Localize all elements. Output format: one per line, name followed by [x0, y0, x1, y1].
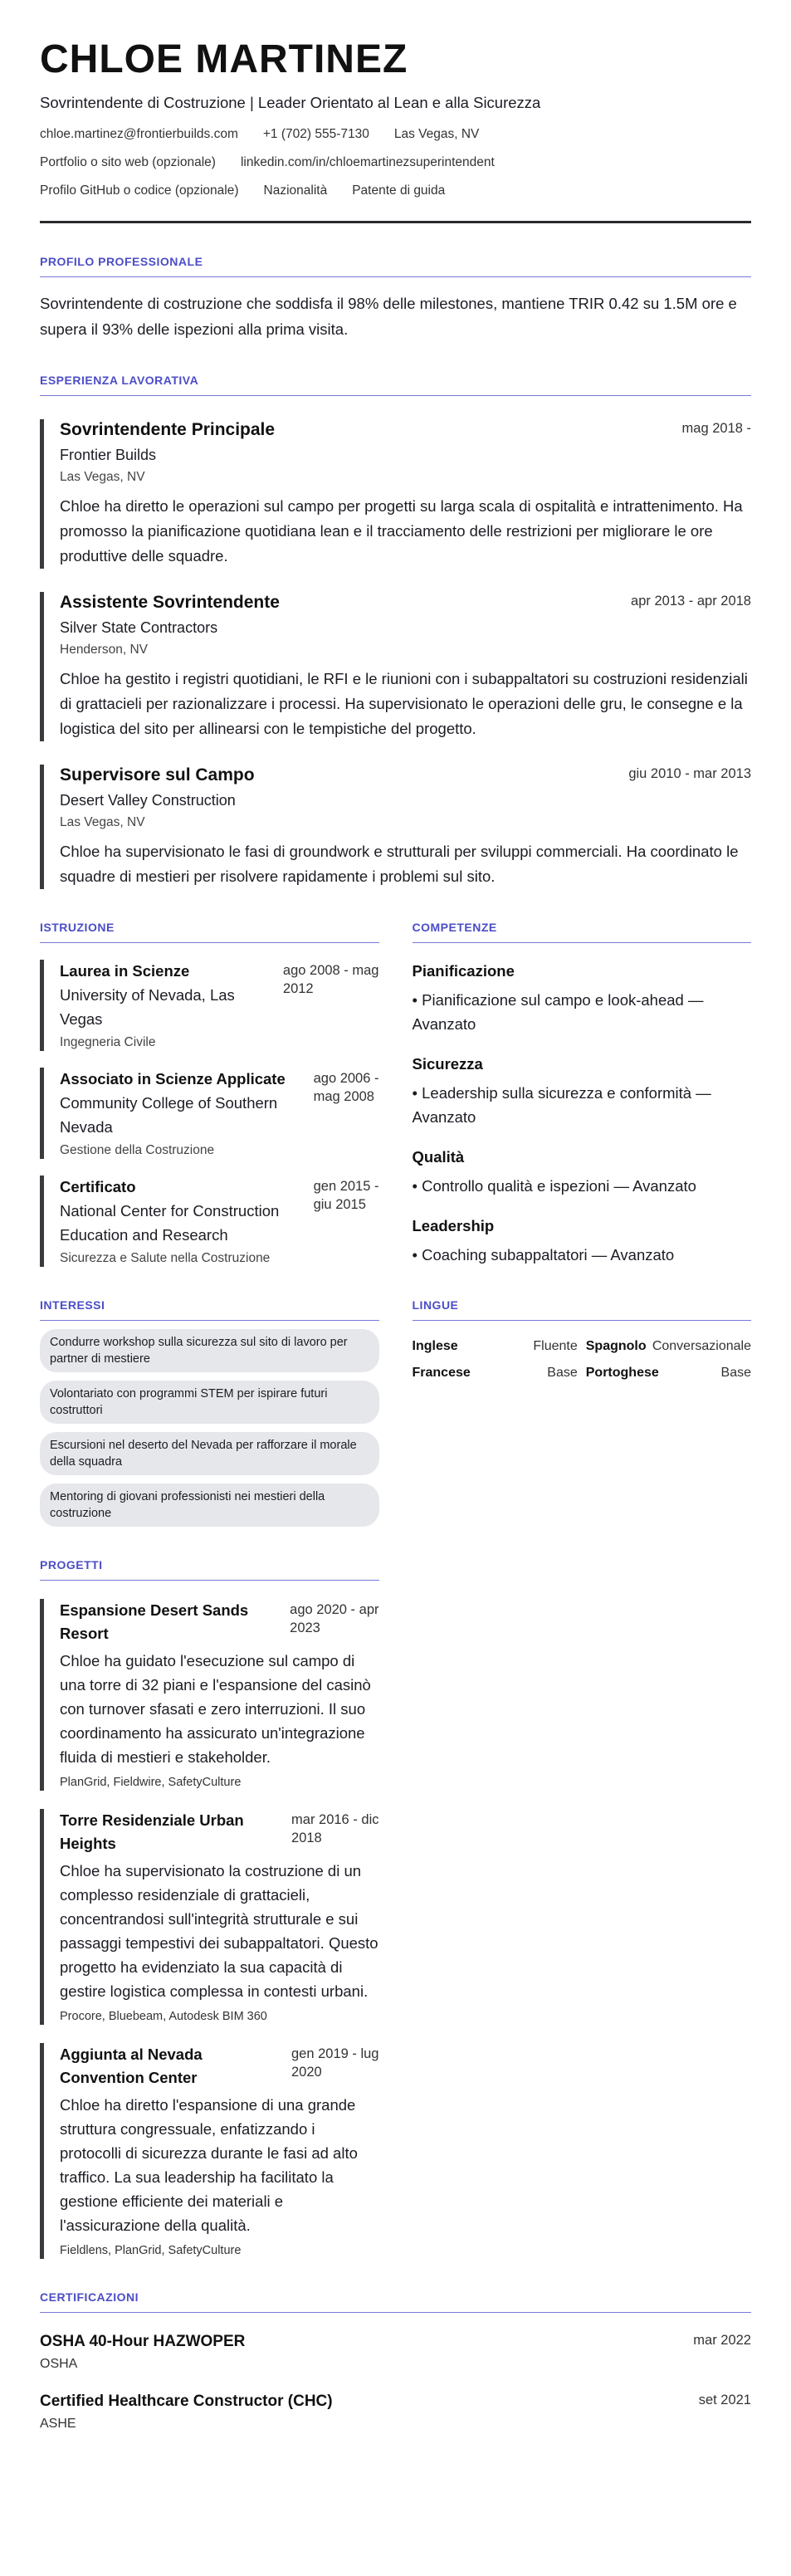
section-title: CERTIFICAZIONI [40, 2290, 751, 2313]
job-date: apr 2013 - apr 2018 [631, 594, 751, 609]
contact-email[interactable]: chloe.martinez@frontierbuilds.com [40, 127, 238, 141]
education-entry [40, 1176, 379, 1267]
job-description: Chloe ha diretto le operazioni sul campo per progetti su larga scala di ospitalità e intrattenimento. Ha promosso la pianificazione quotidiana lean e il tracciamento delle restrizioni per migliorare le ore produttive delle squadre. [60, 497, 743, 565]
job-date: mag 2018 - [681, 421, 751, 436]
contact-row [40, 126, 751, 143]
skill-item: • Leadership sulla sicurezza e conformità — Avanzato [412, 1084, 711, 1126]
language-item [413, 1366, 578, 1381]
experience-entry [40, 765, 751, 889]
education-date: gen 2015 - giu 2015 [313, 1179, 379, 1212]
language-name: Francese [412, 1366, 471, 1380]
interests-languages-row [40, 1267, 751, 1527]
job-description: Chloe ha gestito i registri quotidiani, le RFI e le riunioni con i subappaltatori su costruzioni residenziali di grattacieli per razionalizzare i processi. Ha supervisionato le operazioni delle gru, le consegne e la logistica del sito per allinearsi con le tempistiche del progetto. [60, 670, 748, 737]
section-title: COMPETENZE [413, 921, 752, 943]
skills-section [413, 889, 752, 1267]
projects-row [40, 1527, 751, 2259]
education-entry [40, 960, 379, 1051]
project-title: Aggiunta al Nevada Convention Center [60, 2046, 203, 2086]
skill-item: • Pianificazione sul campo e look-ahead — Avanzato [412, 991, 704, 1033]
project-title: Torre Residenziale Urban Heights [60, 1811, 244, 1852]
job-title: Supervisore sul Campo [60, 765, 255, 785]
education-degree: Laurea in Scienze [60, 962, 190, 980]
projects-section [40, 1527, 379, 2259]
certifications-section [40, 2290, 751, 2432]
languages-grid [413, 1339, 752, 1381]
project-date: mar 2016 - dic 2018 [291, 1812, 379, 1845]
language-level: Conversazionale [652, 1339, 751, 1353]
experience-section [40, 374, 751, 889]
education-entry [40, 1068, 379, 1159]
project-entry [40, 1599, 379, 1791]
education-skills-row [40, 889, 751, 1267]
education-school: Community College of Southern Nevada [60, 1094, 278, 1136]
project-date: ago 2020 - apr 2023 [290, 1602, 379, 1635]
job-title: Sovrintendente Principale [60, 420, 276, 439]
education-date: ago 2008 - mag 2012 [282, 963, 379, 996]
section-title: PROFILO PROFESSIONALE [40, 255, 751, 277]
resume-header [40, 37, 751, 223]
project-date: gen 2019 - lug 2020 [291, 2046, 379, 2080]
project-description: Chloe ha diretto l'espansione di una grande struttura congressuale, enfatizzando i protocolli di sicurezza durante le fasi ad alto traffico. La sua leadership ha facilitato la gestione efficiente dei materiali e l'assicurazione della qualità. [60, 2096, 358, 2234]
education-school: National Center for Construction Education and Research [60, 1202, 280, 1244]
education-field: Gestione della Costruzione [60, 1143, 215, 1157]
project-tools: Fieldlens, PlanGrid, SafetyCulture [60, 2244, 242, 2257]
project-entry [40, 1809, 379, 2025]
interest-pill: Mentoring di giovani professionisti nei mestieri della costruzione [40, 1484, 379, 1527]
education-school: University of Nevada, Las Vegas [60, 986, 235, 1028]
language-level: Base [720, 1366, 751, 1380]
language-level: Base [547, 1366, 578, 1380]
project-tools: Procore, Bluebeam, Autodesk BIM 360 [60, 2010, 267, 2023]
skill-category: Pianificazione [412, 962, 515, 980]
contact-github[interactable]: Profilo GitHub o codice (opzionale) [40, 183, 239, 198]
language-name: Inglese [412, 1339, 458, 1353]
language-item [586, 1339, 751, 1354]
certification-entry [40, 2331, 751, 2373]
skill-category: Qualità [412, 1148, 465, 1166]
contact-linkedin[interactable]: linkedin.com/in/chloemartinezsuperintendent [240, 155, 495, 169]
experience-entry [40, 419, 751, 569]
certification-issuer: OSHA [40, 2357, 78, 2371]
skill-group [413, 1216, 752, 1267]
experience-entry [40, 592, 751, 741]
job-location: Las Vegas, NV [60, 470, 145, 484]
skill-group [413, 961, 752, 1036]
job-company: Silver State Contractors [60, 619, 218, 636]
job-location: Las Vegas, NV [60, 815, 145, 829]
languages-section [413, 1267, 752, 1527]
certification-entry [40, 2391, 751, 2432]
job-description: Chloe ha supervisionato le fasi di groundwork e strutturali per sviluppi commerciali. Ha coordinato le squadre di mestieri per risolvere rapidamente i problemi sul sito. [60, 843, 739, 885]
education-degree: Associato in Scienze Applicate [60, 1070, 286, 1088]
education-field: Ingegneria Civile [60, 1035, 156, 1049]
contact-row [40, 183, 751, 199]
contact-location: Las Vegas, NV [393, 127, 480, 141]
project-entry [40, 2043, 379, 2259]
certification-date: set 2021 [698, 2393, 751, 2407]
skill-group [413, 1147, 752, 1198]
section-title: ESPERIENZA LAVORATIVA [40, 374, 751, 396]
project-description: Chloe ha supervisionato la costruzione di un complesso residenziale di grattacieli, concentrandosi sull'integrità strutturale e sui passaggi tempestivi dei subappaltatori. Questo progetto ha evidenziato la sua capacità di gestire logistica complessa in contesti urbani. [60, 1862, 378, 2000]
language-name: Portoghese [585, 1366, 659, 1380]
project-tools: PlanGrid, Fieldwire, SafetyCulture [60, 1776, 242, 1789]
education-degree: Certificato [60, 1178, 136, 1195]
certification-date: mar 2022 [693, 2333, 751, 2348]
summary-text: Sovrintendente di costruzione che soddisfa il 98% delle milestones, mantiene TRIR 0.42 su 1.5M ore e supera il 93% delle ispezioni alla prima visita. [40, 295, 737, 338]
interest-pill: Condurre workshop sulla sicurezza sul sito di lavoro per partner di mestiere [40, 1329, 379, 1372]
job-title: Assistente Sovrintendente [60, 593, 280, 612]
job-company: Frontier Builds [60, 447, 157, 463]
interests-section [40, 1267, 379, 1527]
projects-spacer [413, 1527, 752, 2259]
section-title: INTERESSI [40, 1298, 379, 1321]
contact-nationality: Nazionalità [263, 183, 328, 198]
skill-category: Leadership [412, 1217, 495, 1234]
section-title: ISTRUZIONE [40, 921, 379, 943]
job-location: Henderson, NV [60, 643, 148, 657]
contact-portfolio[interactable]: Portfolio o sito web (opzionale) [40, 155, 216, 169]
job-date: giu 2010 - mar 2013 [628, 766, 751, 781]
contact-license: Patente di guida [352, 183, 446, 198]
certification-issuer: ASHE [40, 2417, 76, 2431]
header-divider [40, 221, 751, 223]
education-field: Sicurezza e Salute nella Costruzione [60, 1251, 271, 1265]
summary-section [40, 255, 751, 342]
language-item [413, 1339, 578, 1354]
education-date: ago 2006 - mag 2008 [313, 1071, 379, 1104]
skill-item: • Coaching subappaltatori — Avanzato [412, 1246, 675, 1264]
interest-pill: Volontariato con programmi STEM per ispirare futuri costruttori [40, 1381, 379, 1424]
candidate-name: CHLOE MARTINEZ [40, 37, 408, 81]
project-description: Chloe ha guidato l'esecuzione sul campo di una torre di 32 piani e l'espansione del casinò con turnover sfasati e zero interruzioni. Il suo coordinamento ha assicurato un'integrazione fluida di mestieri e stakeholder. [60, 1652, 371, 1766]
project-title: Espansione Desert Sands Resort [60, 1601, 249, 1642]
skill-group [413, 1054, 752, 1129]
language-name: Spagnolo [585, 1339, 647, 1353]
job-company: Desert Valley Construction [60, 792, 236, 809]
education-section [40, 889, 379, 1267]
language-level: Fluente [533, 1339, 578, 1353]
contact-phone[interactable]: +1 (702) 555-7130 [262, 127, 369, 141]
certification-name: OSHA 40-Hour HAZWOPER [40, 2333, 246, 2350]
interest-pill: Escursioni nel deserto del Nevada per rafforzare il morale della squadra [40, 1432, 379, 1475]
section-title: PROGETTI [40, 1558, 379, 1581]
section-title: LINGUE [413, 1298, 752, 1321]
language-item [586, 1366, 751, 1381]
contact-row [40, 154, 751, 171]
skill-category: Sicurezza [412, 1055, 483, 1073]
skill-item: • Controllo qualità e ispezioni — Avanzato [412, 1177, 696, 1195]
certification-name: Certified Healthcare Constructor (CHC) [40, 2393, 333, 2410]
candidate-tagline: Sovrintendente di Costruzione | Leader Orientato al Lean e alla Sicurezza [40, 94, 541, 111]
